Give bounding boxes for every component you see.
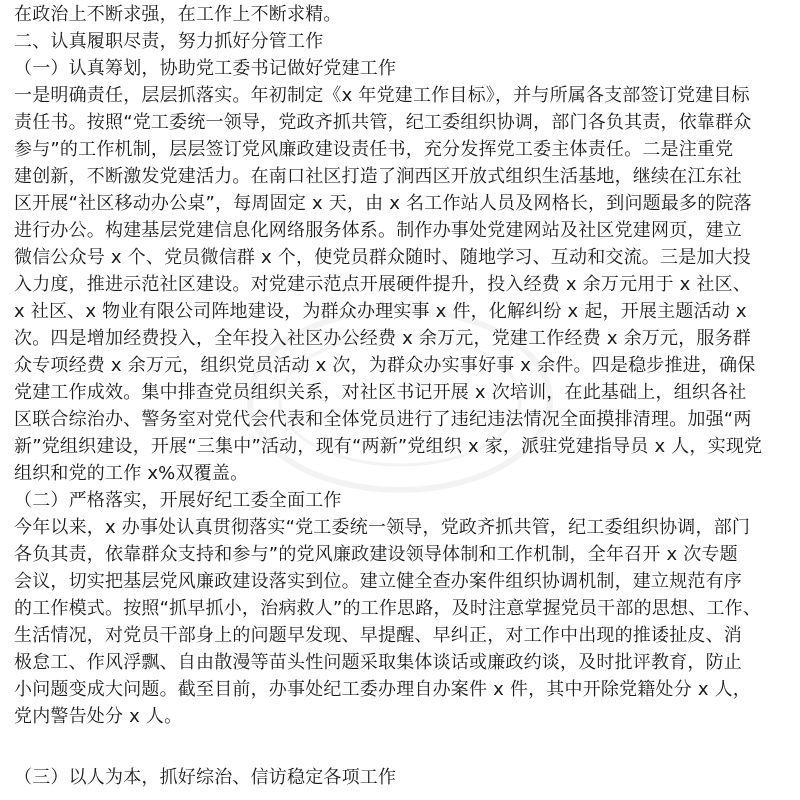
text-line-12: x 社区、x 物业有限公司阵地建设，为群众办理实事 x 件，化解纠纷 x 起，开展主题活动 x (14, 301, 747, 322)
text-line-7: 建创新，不断激发党建活力。在南口社区打造了涧西区开放式组织生活基地，继续在江东社 (14, 166, 742, 187)
text-line-16: 区联合综治办、警务室对党代会代表和全体党员进行了违纪违法情况全面摸排清理。加强“两 (14, 409, 752, 430)
text-line-14: 众专项经费 x 余万元，组织党员活动 x 次，为群众办实事好事 x 余件。四是稳步推进，确保 (14, 355, 756, 376)
text-line-10: 微信公众号 x 个、党员微信群 x 个，使党员群众随时、随地学习、互动和交流。三是加大投 (14, 247, 751, 268)
text-line-18: 组织和党的工作 x%双覆盖。 (14, 463, 249, 484)
text-line-13: 次。四是增加经费投入，全年投入社区办公经费 x 余万元，党建工作经费 x 余万元，服务群 (14, 328, 751, 349)
text-line-24: 生活情况，对党员干部身上的问题早发现、早提醒、早纠正，对工作中出现的推诿扯皮、消 (14, 625, 742, 646)
text-line-20: 今年以来，x 办事处认真贯彻落实“党工委统一领导，党政齐抓共管，纪工委组织协调，部门 (14, 517, 751, 538)
text-line-8: 区开展“社区移动办公桌”，每周固定 x 天，由 x 名工作站人员及网格长，到问题最多的院落 (14, 193, 752, 214)
subsection-heading-3: （三）以人为本，抓好综治、信访稳定各项工作 (14, 767, 397, 788)
subsection-heading-2: （二）严格落实，开展好纪工委全面工作 (14, 490, 342, 511)
text-line-26: 小问题变成大问题。截至目前，办事处纪工委办理自办案件 x 件，其中开除党籍处分 x 人， (14, 679, 751, 700)
text-line-4: 一是明确责任，层层抓落实。年初制定《x 年党建工作目标》，并与所属各支部签订党建目标 (14, 85, 750, 106)
subsection-heading-1: （一）认真筹划，协助党工委书记做好党建工作 (14, 58, 397, 79)
text-line-11: 入力度，推进示范社区建设。对党建示范点开展硬件提升，投入经费 x 余万元用于 x 社区、 (14, 274, 751, 295)
text-line-23: 的工作模式。按照“抓早抓小，治病救人”的工作思路，及时注意掌握党员干部的思想、工作、 (14, 598, 762, 619)
text-line-22: 会议，切实把基层党风廉政建设落实到位。建立健全查办案件组织协调机制，建立规范有序 (14, 571, 742, 592)
text-line-1: 在政治上不断求强，在工作上不断求精。 (14, 4, 342, 25)
text-line-15: 党建工作成效。集中排查党员组织关系，对社区书记开展 x 次培训，在此基础上，组织各社 (14, 382, 747, 403)
text-line-9: 进行办公。构建基层党建信息化网络服务体系。制作办事处党建网站及社区党建网页，建立 (14, 220, 742, 241)
text-line-17: 新”党组织建设，开展“三集中”活动，现有“两新”党组织 x 家，派驻党建指导员 x 人，实现党 (14, 436, 763, 457)
text-line-27: 党内警告处分 x 人。 (14, 706, 183, 727)
text-line-6: 参与”的工作机制，层层签订党风廉政建设责任书，充分发挥党工委主体责任。二是注重党 (14, 139, 734, 160)
text-line-25: 极怠工、作风浮飘、自由散漫等苗头性问题采取集体谈话或廉政约谈，及时批评教育，防止 (14, 652, 742, 673)
text-line-21: 各负其责，依靠群众支持和参与”的党风廉政建设领导体制和工作机制，全年召开 x 次专题 (14, 544, 738, 565)
section-heading-2: 二、认真履职尽责，努力抓好分管工作 (14, 31, 324, 52)
text-line-5: 责任书。按照“党工委统一领导，党政齐抓共管，纪工委组织协调，部门各负其责，依靠群众 (14, 112, 752, 133)
